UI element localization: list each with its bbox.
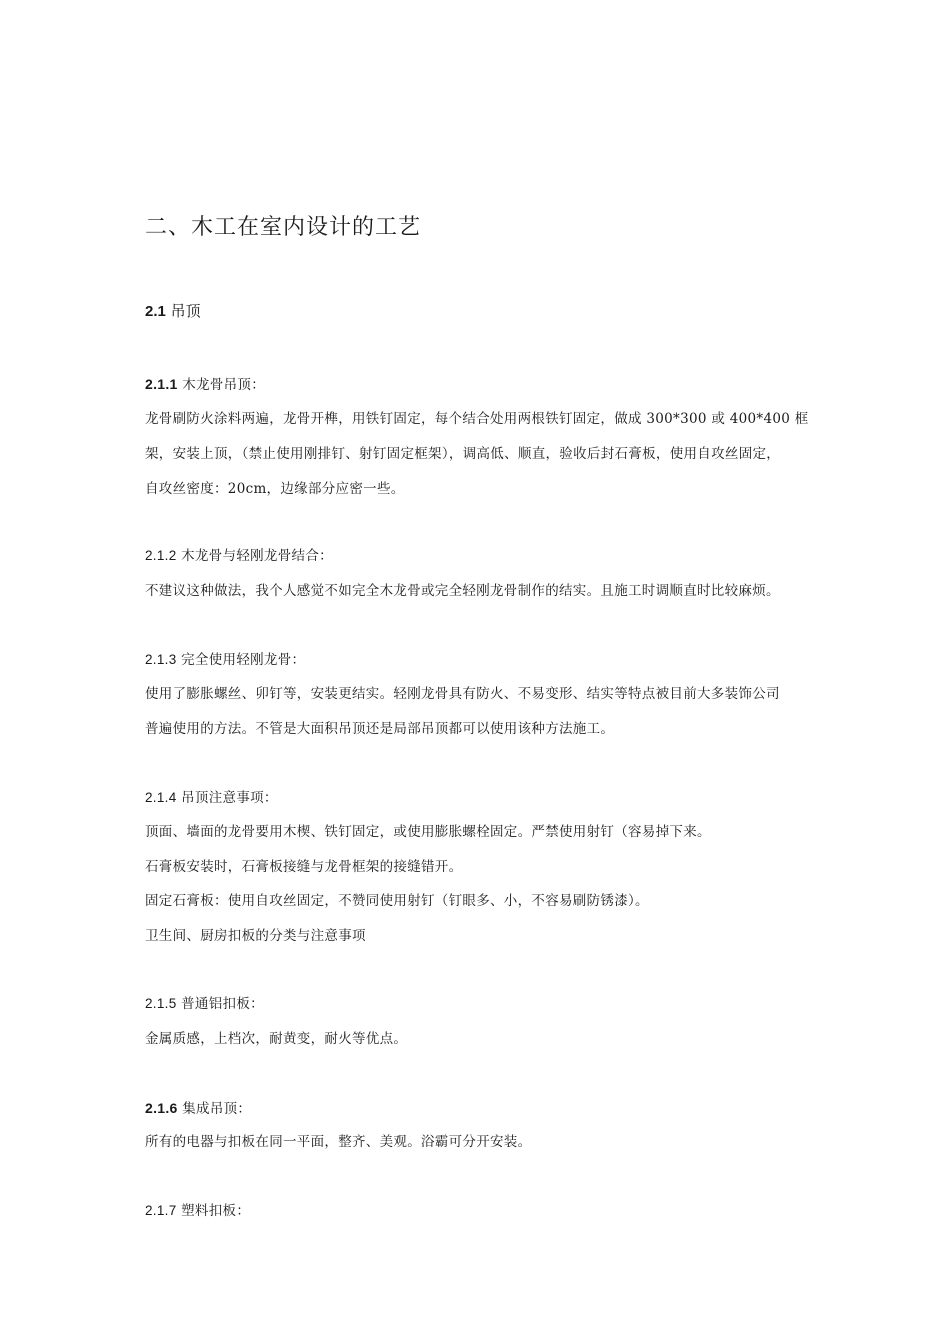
heading-2-1-6 xyxy=(145,1098,815,1119)
paragraph-line: 所有的电器与扣板在同一平面，整齐、美观。浴霸可分开安装。 xyxy=(145,1134,532,1150)
heading-2-1-7 xyxy=(145,1201,815,1221)
heading-title: 木龙骨与轻刚龙骨结合： xyxy=(181,548,333,564)
heading-title: 普通铝扣板： xyxy=(181,996,264,1012)
heading-number: 2.1.5 xyxy=(145,996,177,1011)
paragraph-line: 石膏板安装时，石膏板接缝与龙骨框架的接缝错开。 xyxy=(145,859,463,875)
heading-title: 木龙骨吊顶： xyxy=(182,377,266,393)
heading-title: 塑料扣板： xyxy=(181,1203,251,1219)
subsection-heading-2-1 xyxy=(145,300,201,323)
heading-title: 完全使用轻刚龙骨： xyxy=(181,652,306,668)
paragraph-line: 普遍使用的方法。不管是大面积吊顶还是局部吊顶都可以使用该种方法施工。 xyxy=(145,721,615,737)
heading-number: 2.1.4 xyxy=(145,790,177,805)
heading-2-1-4 xyxy=(145,788,815,808)
heading-2-1-2 xyxy=(145,546,815,566)
heading-2-1-3 xyxy=(145,650,815,670)
paragraph-line: 使用了膨胀螺丝、卯钉等，安装更结实。轻刚龙骨具有防火、不易变形、结实等特点被目前大多装饰公司 xyxy=(145,686,780,702)
subsection-title: 吊顶 xyxy=(170,302,201,320)
section-title: 二、木工在室内设计的工艺 xyxy=(145,215,422,240)
paragraph-line: 金属质感，上档次，耐黄变，耐火等优点。 xyxy=(145,1031,408,1047)
paragraph-line: 架，安装上顶，（禁止使用刚排钉、射钉固定框架），调高低、顺直，验收后封石膏板，使用自攻丝固定， xyxy=(145,446,781,462)
paragraph-line: 龙骨刷防火涂料两遍，龙骨开榫，用铁钉固定，每个结合处用两根铁钉固定，做成 300*300 或 400*400 框 xyxy=(145,411,809,427)
heading-2-1-5 xyxy=(145,994,815,1014)
paragraph-line: 自攻丝密度：20cm，边缘部分应密一些。 xyxy=(145,481,405,497)
heading-title: 吊顶注意事项： xyxy=(181,790,278,806)
paragraph-line: 固定石膏板：使用自攻丝固定，不赞同使用射钉（钉眼多、小，不容易刷防锈漆）。 xyxy=(145,893,649,909)
heading-number: 2.1.1 xyxy=(145,376,178,392)
heading-2-1-1 xyxy=(145,374,815,395)
paragraph-line: 卫生间、厨房扣板的分类与注意事项 xyxy=(145,928,366,944)
heading-number: 2.1.2 xyxy=(145,548,177,563)
heading-number: 2.1.7 xyxy=(145,1203,177,1218)
heading-title: 集成吊顶： xyxy=(182,1101,252,1117)
subsection-number: 2.1 xyxy=(145,303,166,320)
paragraph-line: 顶面、墙面的龙骨要用木楔、铁钉固定，或使用膨胀螺栓固定。严禁使用射钉（容易掉下来。 xyxy=(145,824,711,840)
paragraph-line: 不建议这种做法，我个人感觉不如完全木龙骨或完全轻刚龙骨制作的结实。且施工时调顺直时比较麻烦。 xyxy=(145,583,780,599)
heading-number: 2.1.3 xyxy=(145,652,177,667)
heading-number: 2.1.6 xyxy=(145,1100,178,1116)
